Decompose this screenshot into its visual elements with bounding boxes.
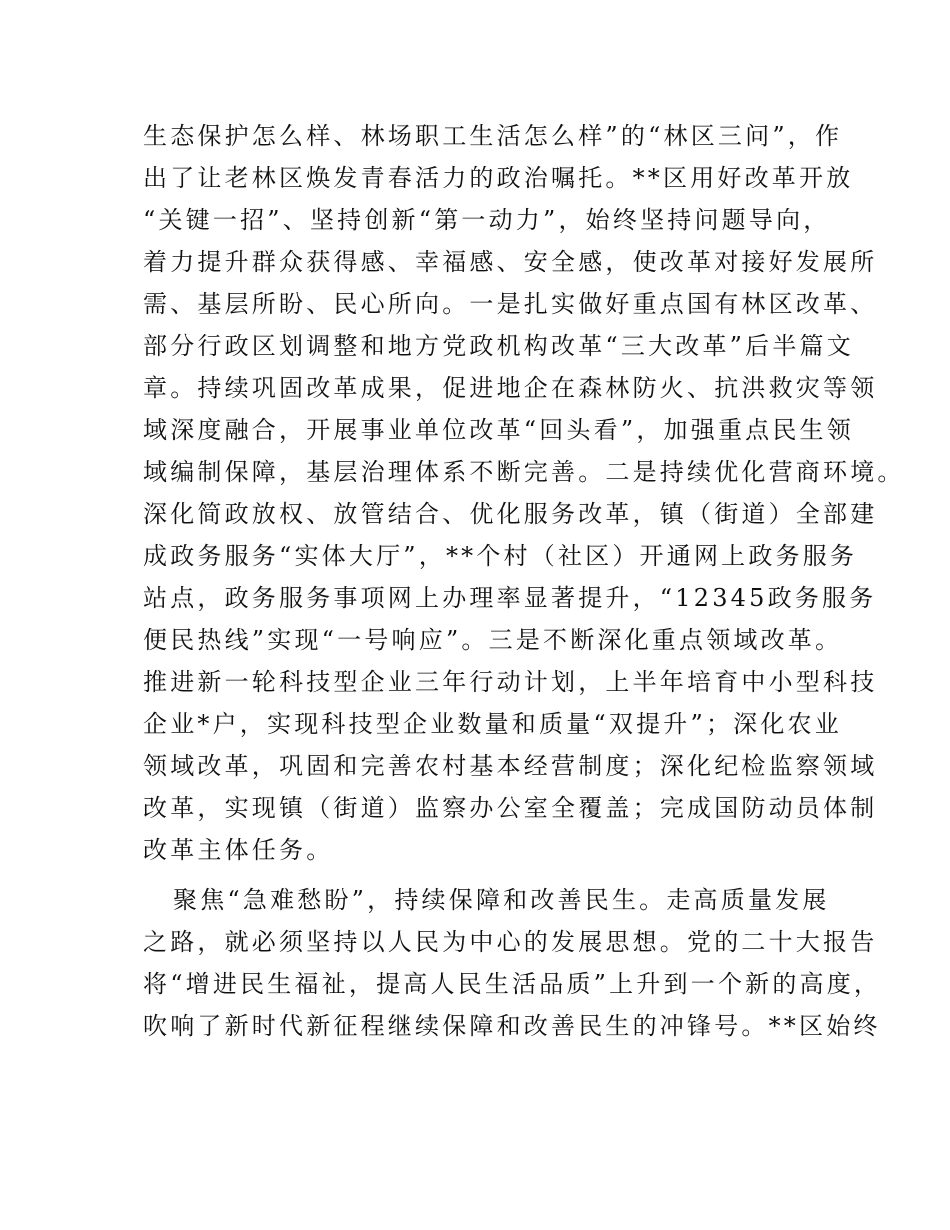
text-line: 之路，就必须坚持以人民为中心的发展思想。党的二十大报告: [143, 928, 878, 956]
text-line: 需、基层所盼、民心所向。一是扎实做好重点国有林区改革、: [143, 290, 878, 318]
text-line: 着力提升群众获得感、幸福感、安全感，使改革对接好发展所: [143, 248, 878, 276]
text-line: 企业*户，实现科技型企业数量和质量“双提升”；深化农业: [143, 710, 842, 738]
text-line: 章。持续巩固改革成果，促进地企在森林防火、抗洪救灾等领: [143, 374, 878, 402]
text-line: 改革主体任务。: [143, 836, 334, 864]
text-line: 生态保护怎么样、林场职工生活怎么样”的“林区三问”，作: [143, 122, 843, 150]
text-line: 站点，政务服务事项网上办理率显著提升，“12345政务服务: [143, 584, 877, 612]
text-line: 部分行政区划调整和地方党政机构改革“三大改革”后半篇文: [143, 332, 854, 360]
text-line: “关键一招”、坚持创新“第一动力”，始终坚持问题导向，: [143, 206, 831, 234]
text-line: 吹响了新时代新征程继续保障和改善民生的冲锋号。**区始终: [143, 1012, 881, 1040]
text-line: 聚焦“急难愁盼”，持续保障和改善民生。走高质量发展: [173, 886, 830, 914]
text-line: 域编制保障，基层治理体系不断完善。二是持续优化营商环境。: [143, 458, 905, 486]
text-line: 推进新一轮科技型企业三年行动计划，上半年培育中小型科技: [143, 668, 878, 696]
text-line: 将“增进民生福祉，提高人民生活品质”上升到一个新的高度，: [143, 970, 882, 998]
text-line: 域深度融合，开展事业单位改革“回头看”，加强重点民生领: [143, 416, 854, 444]
text-line: 成政务服务“实体大厅”，**个村（社区）开通网上政务服务: [143, 542, 858, 570]
text-line: 领域改革，巩固和完善农村基本经营制度；深化纪检监察领域: [143, 752, 878, 780]
text-line: 出了让老林区焕发青春活力的政治嘱托。**区用好改革开放: [143, 164, 854, 192]
text-line: 便民热线”实现“一号响应”。三是不断深化重点领域改革。: [143, 626, 843, 654]
text-line: 改革，实现镇（街道）监察办公室全覆盖；完成国防动员体制: [143, 794, 878, 822]
text-line: 深化简政放权、放管结合、优化服务改革，镇（街道）全部建: [143, 500, 878, 528]
